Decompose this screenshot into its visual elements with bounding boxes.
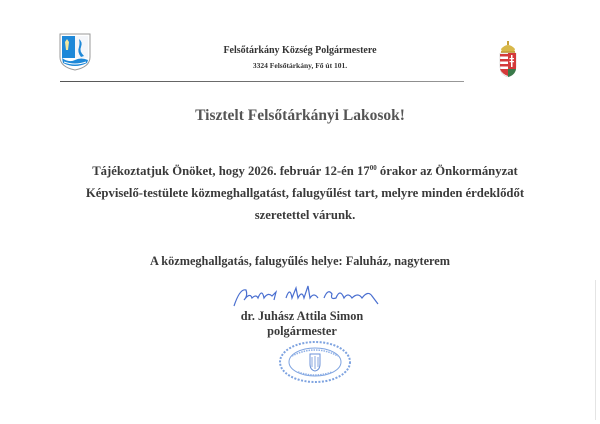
- page-edge-line: [595, 280, 596, 420]
- header-divider: [60, 81, 464, 82]
- time-minutes-superscript: 00: [369, 164, 377, 172]
- signer-title: polgármester: [267, 324, 337, 338]
- header-organization: Felsőtárkány Község Polgármestere: [223, 45, 377, 56]
- venue-text: A közmeghallgatás, falugyűlés helye: Faluház, nagyterem: [149, 254, 450, 268]
- hungary-coat-of-arms-icon: [498, 41, 518, 78]
- handwritten-signature-icon: [232, 284, 382, 310]
- body-line-1: [60, 157, 550, 182]
- signer-name: dr. Juhász Attila Simon: [240, 309, 364, 323]
- body-line-3: szeretettel várunk.: [254, 208, 356, 222]
- salutation-heading: Tisztelt Felsőtárkányi Lakosok!: [195, 107, 405, 124]
- official-stamp-icon: [278, 340, 352, 384]
- header-address: 3324 Felsőtárkány, Fő út 101.: [252, 61, 348, 70]
- body-line-1-start: Tájékoztatjuk Önöket, hogy 2026. február 12-én 17: [92, 164, 370, 178]
- body-line-1-end: órakor az Önkormányzat: [376, 164, 518, 178]
- letter-body: [60, 157, 550, 226]
- body-line-2: Képviselő-testülete közmeghallgatást, falugyűlést tart, melyre minden érdeklődőt: [85, 186, 525, 200]
